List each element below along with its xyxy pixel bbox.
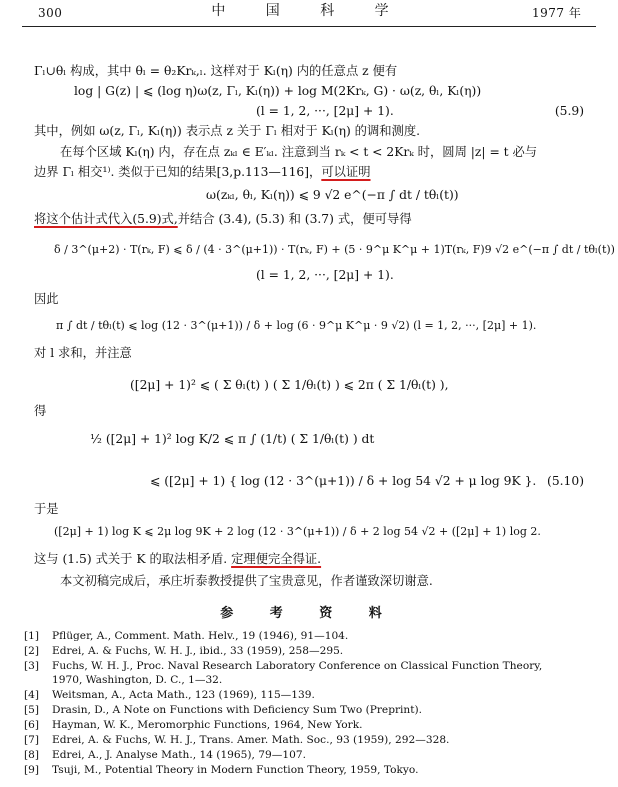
- equation-number-5-10: (5.10): [547, 474, 584, 488]
- page-year: 1977 年: [532, 6, 582, 20]
- text-line-2: 其中，例如 ω(z, Γₗ, Kₗ(η)) 表示点 z 关于 Γₗ 相对于 Kₗ(η) 的调和测度.: [34, 124, 421, 138]
- reference-text: Edrei, A., J. Analyse Math., 14 (1965), 79—107.: [52, 749, 306, 761]
- reference-number: [4]: [24, 689, 40, 701]
- reference-item: [24, 719, 363, 732]
- text-line-4: [34, 165, 371, 180]
- equation-condition-1: (l = 1, 2, ···, [2μ] + 1).: [256, 104, 394, 118]
- reference-item: [24, 704, 422, 717]
- reference-text: Pflüger, A., Comment. Math. Helv., 19 (1946), 91—104.: [52, 630, 349, 642]
- reference-text: Fuchs, W. H. J., Proc. Naval Research Laboratory Conference on Classical Function Theory,: [52, 660, 543, 672]
- highlight-substitute-estimate: 将这个估计式代入(5.9)式,: [34, 212, 178, 226]
- text-line-1: Γₗ∪θₗ 构成，其中 θₗ = θ₂Krₖ,ₗ. 这样对于 Kₗ(η) 内的任意点 z 便有: [34, 64, 398, 78]
- references-heading: 参 考 资 料: [220, 606, 398, 621]
- reference-number: [1]: [24, 630, 40, 642]
- reference-text: Hayman, W. K., Meromorphic Functions, 1964, New York.: [52, 719, 363, 731]
- page-number: 300: [38, 6, 63, 20]
- text-line-7: 对 l 求和，并注意: [34, 346, 132, 360]
- text-line-10: [34, 552, 321, 567]
- text-line-3: 在每个区域 Kₗ(η) 内，存在点 zₖₗ ∈ E′ₖₗ. 注意到当 rₖ < t < 2Krₖ 时，圆周 |z| = t 必与: [60, 145, 538, 159]
- reference-text: Tsuji, M., Potential Theory in Modern Function Theory, 1959, Tokyo.: [52, 764, 419, 776]
- reference-number: [8]: [24, 749, 40, 761]
- reference-number: [7]: [24, 734, 40, 746]
- text-line-10-start: 这与 (1.5) 式关于 K 的取法相矛盾.: [34, 552, 228, 566]
- acknowledgement: 本文初稿完成后，承庄圻泰教授提供了宝贵意见，作者谨致深切谢意.: [60, 574, 433, 588]
- journal-title: 中 国 科 学: [211, 3, 407, 19]
- reference-number: [9]: [24, 764, 40, 776]
- reference-item: [24, 645, 343, 658]
- reference-text: Weitsman, A., Acta Math., 123 (1969), 115—139.: [52, 689, 315, 701]
- equation-line-4: π ∫ dt / tθₗ(t) ⩽ log (12 · 3^(μ+1)) / δ + log (6 · 9^μ K^μ · 9 √2) (l = 1, 2, ···, [2μ] + 1).: [56, 319, 537, 332]
- reference-item: [24, 630, 348, 643]
- equation-line-8: ([2μ] + 1) log K ⩽ 2μ log 9K + 2 log (12 · 3^(μ+1)) / δ + 2 log 54 √2 + ([2μ] + 1) log 2.: [54, 525, 541, 538]
- reference-continuation: 1970, Washington, D. C., 1—32.: [52, 674, 223, 686]
- reference-number: [6]: [24, 719, 40, 731]
- equation-line-2: ω(zₖₗ, θₗ, Kₗ(η)) ⩽ 9 √2 e^(−π ∫ dt / tθₗ(t)): [206, 188, 459, 202]
- reference-item: [24, 734, 449, 747]
- equation-number-5-9: (5.9): [554, 104, 584, 118]
- equation-line-1: log | G(z) | ⩽ (log η)ω(z, Γₗ, Kₗ(η)) + log M(2Krₖ, G) · ω(z, θₗ, Kₗ(η)): [74, 84, 482, 98]
- equation-line-6: ½ ([2μ] + 1)² log K/2 ⩽ π ∫ (1/t) ( Σ 1/θₗ(t) ) dt: [90, 432, 375, 446]
- equation-condition-2: (l = 1, 2, ···, [2μ] + 1).: [256, 268, 394, 282]
- equation-line-5: ([2μ] + 1)² ⩽ ( Σ θₗ(t) ) ( Σ 1/θₗ(t) ) ⩽ 2π ( Σ 1/θₗ(t) ),: [130, 378, 449, 392]
- highlight-can-prove: 可以证明: [321, 165, 371, 179]
- text-line-5-end: 并结合 (3.4), (5.3) 和 (3.7) 式，便可导得: [177, 212, 412, 226]
- equation-line-7: ⩽ ([2μ] + 1) { log (12 · 3^(μ+1)) / δ + log 54 √2 + μ log 9K }.: [150, 474, 537, 488]
- reference-text: Drasin, D., A Note on Functions with Deficiency Sum Two (Preprint).: [52, 704, 423, 716]
- reference-number: [3]: [24, 660, 40, 672]
- text-line-6: 因此: [34, 292, 59, 306]
- text-line-9: 于是: [34, 502, 59, 516]
- header-rule: [22, 26, 596, 27]
- reference-item: [24, 749, 306, 762]
- text-line-8: 得: [34, 404, 47, 418]
- text-line-5: [34, 212, 412, 227]
- reference-text: Edrei, A. & Fuchs, W. H. J., Trans. Amer. Math. Soc., 93 (1959), 292—328.: [52, 734, 450, 746]
- reference-item: [24, 660, 542, 673]
- highlight-theorem-proved: 定理便完全得证.: [231, 552, 322, 566]
- text-line-4-start: 边界 Γₗ 相交¹⁾. 类似于已知的结果[3,p.113—116]，: [34, 165, 322, 179]
- reference-item: [24, 689, 315, 702]
- reference-number: [5]: [24, 704, 40, 716]
- reference-item: [24, 764, 418, 777]
- reference-number: [2]: [24, 645, 40, 657]
- equation-line-3: δ / 3^(μ+2) · T(rₖ, F) ⩽ δ / (4 · 3^(μ+1)) · T(rₖ, F) + (5 · 9^μ K^μ + 1)T(rₖ, F)9 √2 e^(−π ∫ dt / tθₗ(t)): [54, 243, 615, 256]
- reference-text: Edrei, A. & Fuchs, W. H. J., ibid., 33 (1959), 258—295.: [52, 645, 344, 657]
